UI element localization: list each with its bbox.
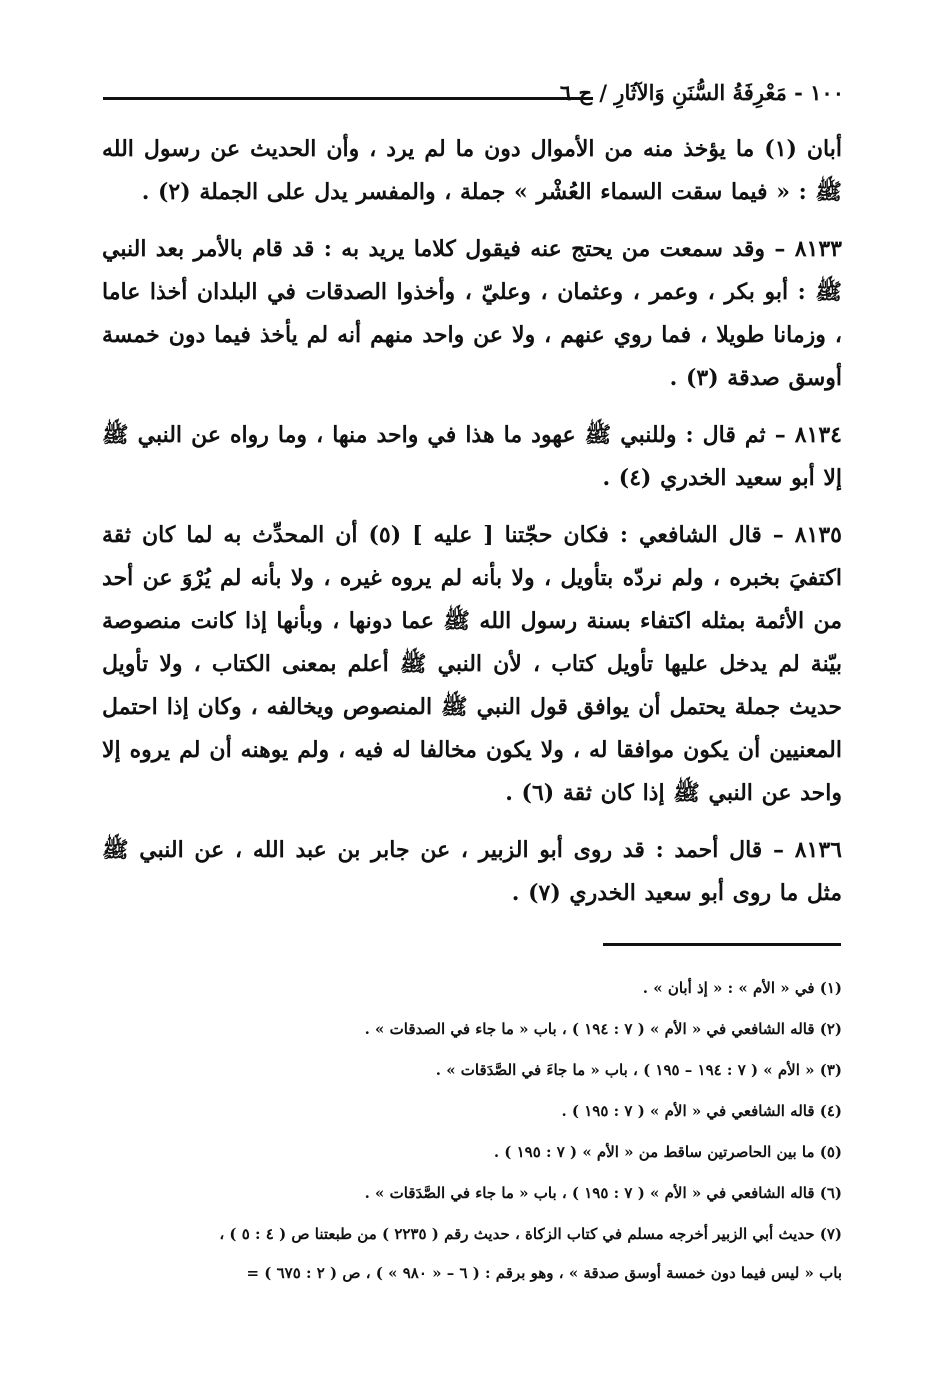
footnotes [102, 968, 842, 1291]
paragraph-8135: ٨١٣٥ – قال الشافعي : فكان حجّتنا [ عليه ] (٥) أن المحدِّث به لما كان ثقة اكتفيَ بخبره ، ولم نردّه بتأويل ، ولا بأنه لم يروه غيره ، ولا بأنه لم يُرْوَ عن أحد من الأئمة بمثله اكتفاء بسنة رسول الله ﷺ عما دونها ، وبأنها إذا كانت منصوصة بيّنة لم يدخل عليها تأويل كتاب ، لأن النبي ﷺ أعلم بمعنى الكتاب ، ولا تأويل حديث جملة يحتمل أن يوافق قول النبي ﷺ المنصوص ويخالفه ، وكان إذا احتمل المعنيين أن يكون موافقا له ، ولا يكون مخالفا له فيه ، ولم يوهنه أن لم يروه إلا واحد عن النبي ﷺ إذا كان ثقة (٦) . [102, 522, 842, 806]
footnote-5: (٥) ما بين الحاصرتين ساقط من « الأم » ( ٧ : ١٩٥ ) . [493, 1143, 842, 1161]
footnote-4: (٤) قاله الشافعي في « الأم » ( ٧ : ١٩٥ ) . [561, 1102, 842, 1120]
footnote-separator [603, 943, 841, 946]
paragraph-8133: ٨١٣٣ – وقد سمعت من يحتج عنه فيقول كلاما يريد به : قد قام بالأمر بعد النبي ﷺ : أبو بكر ، وعمر ، وعثمان ، وعليّ ، وأخذوا الصدقات في البلدان أخذا عاما ، وزمانا طويلا ، فما روي عنهم ، ولا عن واحد منهم أنه لم يأخذ فيما دون خمسة أوسق صدقة (٣) . [102, 236, 842, 391]
paragraph-8136: ٨١٣٦ – قال أحمد : قد روى أبو الزبير ، عن جابر بن عبد الله ، عن النبي ﷺ مثل ما روى أبو سعيد الخدري (٧) . [102, 837, 842, 906]
paragraph-8134: ٨١٣٤ – ثم قال : وللنبي ﷺ عهود ما هذا في واحد منها ، وما رواه عن النبي ﷺ إلا أبو سعيد الخدري (٤) . [102, 422, 842, 491]
footnote-6: (٦) قاله الشافعي في « الأم » ( ٧ : ١٩٥ ) ، باب « ما جاء في الصَّدَقات » . [364, 1184, 842, 1202]
paragraph-continuation: أبان (١) ما يؤخذ منه من الأموال دون ما لم يرد ، وأن الحديث عن رسول الله ﷺ : « فيما سقت السماء العُشْر » جملة ، والمفسر يدل على الجملة (٢) . [102, 136, 842, 205]
footnote-1: (١) في « الأم » : « إذ أبان » . [642, 979, 842, 997]
main-text [102, 128, 842, 929]
header-rule [103, 97, 593, 100]
footnote-2: (٢) قاله الشافعي في « الأم » ( ٧ : ١٩٤ ) ، باب « ما جاء في الصدقات » . [364, 1020, 842, 1038]
running-header: ١٠٠ - مَعْرِفَةُ السُّنَنِ وَالآثَارِ / ج ٦ [559, 80, 844, 105]
footnote-7: (٧) حديث أبي الزبير أخرجه مسلم في كتاب الزكاة ، حديث رقم ( ٢٢٣٥ ) من طبعتنا ص ( ٤ : ٥ ) ، [219, 1225, 842, 1243]
footnote-3: (٣) « الأم » ( ٧ : ١٩٤ – ١٩٥ ) ، باب « ما جاءَ في الصَّدَقات » . [435, 1061, 842, 1079]
footnote-7-continuation: باب « ليس فيما دون خمسة أوسق صدقة » ، وهو برقم : ( ٦ – « ٩٨٠ » ) ، ص ( ٢ : ٦٧٥ ) = [246, 1264, 842, 1282]
